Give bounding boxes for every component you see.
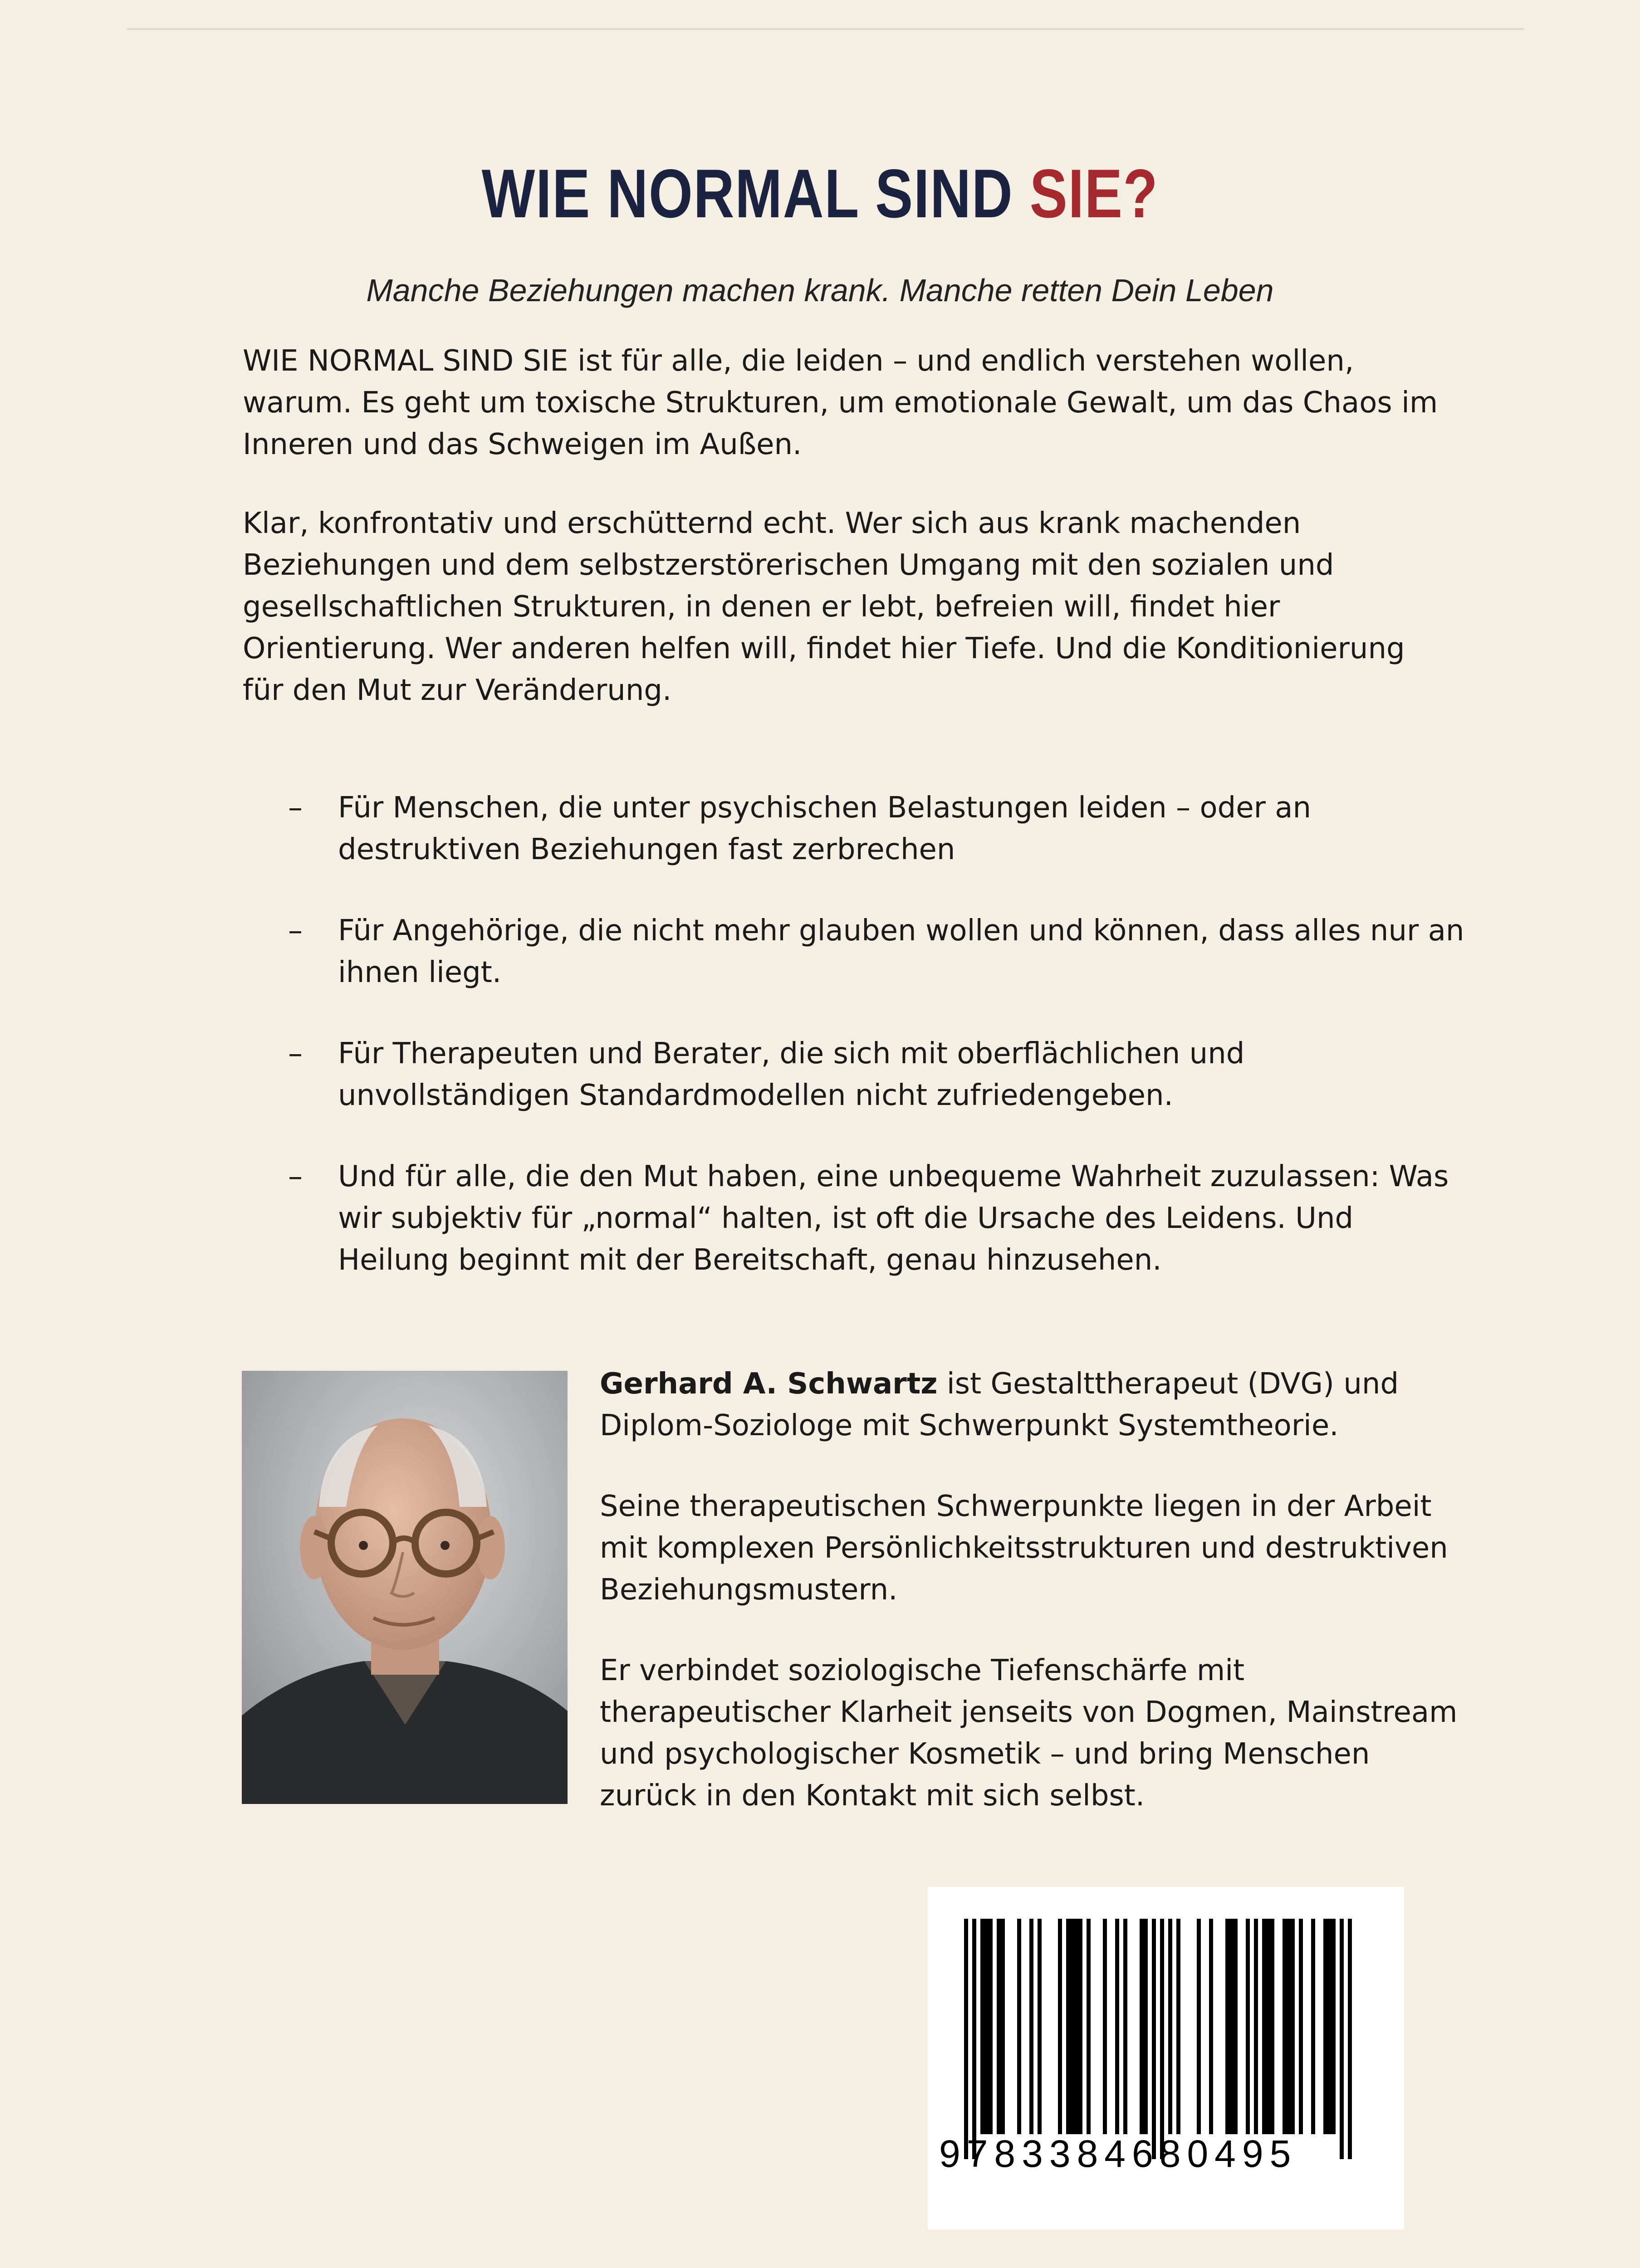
author-bio-1 xyxy=(600,1363,1462,1447)
top-divider xyxy=(127,28,1524,30)
barcode-bar xyxy=(972,1919,976,2159)
barcode-bar xyxy=(1327,1919,1332,2134)
dash-marker: – xyxy=(288,914,303,948)
barcode-bar xyxy=(1246,1919,1250,2134)
barcode-bar xyxy=(997,1919,1001,2134)
barcode-bar xyxy=(1070,1919,1074,2134)
barcode-bar xyxy=(1340,1919,1344,2159)
barcode-bar xyxy=(1160,1919,1164,2159)
list-item-text: Für Therapeuten und Berater, die sich mit oberflächlichen und unvollständigen Standardmodellen nicht zufriedengeben. xyxy=(338,1037,1245,1112)
barcode-bar xyxy=(1115,1919,1119,2134)
barcode-bar xyxy=(1299,1919,1303,2134)
barcode-bar xyxy=(1234,1919,1238,2134)
barcode-bar xyxy=(1229,1919,1234,2134)
barcode-bar xyxy=(1291,1919,1295,2134)
barcode-bar xyxy=(984,1919,989,2134)
barcode-bar xyxy=(1262,1919,1266,2134)
list-item xyxy=(243,1033,1468,1116)
list-item xyxy=(243,910,1468,993)
barcode-bar xyxy=(1144,1919,1148,2134)
list-item-text: Für Menschen, die unter psychischen Belastungen leiden – oder an destruktiven Beziehungen fast zerbrechen xyxy=(338,791,1312,866)
barcode-bar xyxy=(1058,1919,1062,2134)
barcode-bar xyxy=(1225,1919,1229,2134)
barcode-bar xyxy=(1332,1919,1336,2134)
dash-marker: – xyxy=(288,1160,303,1193)
author-photo xyxy=(242,1371,568,1804)
author-bio-3: Er verbindet soziologische Tiefenschärfe mit therapeutischer Klarheit jenseits von Dogmen, Mainstream und psychologischer Kosmetik – und bring Menschen zurück in den Kontakt mit sich selbst. xyxy=(600,1654,1458,1813)
barcode-bar xyxy=(980,1919,984,2134)
list-item-text: Und für alle, die den Mut haben, eine unbequeme Wahrheit zuzulassen: Was wir subjektiv für „normal“ halten, ist oft die Ursache des Leidens. Und Heilung beginnt mit der Bereitschaft, genau hinzusehen. xyxy=(338,1160,1449,1277)
intro-paragraph-2: Klar, konfrontativ und erschütternd echt. Wer sich aus krank machenden Beziehungen und dem selbstzerstörerischen Umgang mit den sozialen und gesellschaftlichen Strukturen, in denen er lebt, befreien will, findet hier Orientierung. Wer anderen helfen will, findet hier Tiefe. Und die Konditionierung für den Mut zur Veränderung. xyxy=(243,507,1405,707)
barcode-bar xyxy=(1254,1919,1258,2134)
barcode-bar xyxy=(1209,1919,1213,2134)
author-name: Gerhard A. Schwartz xyxy=(600,1367,938,1401)
barcode-bar xyxy=(1140,1919,1144,2134)
barcode-bar xyxy=(1197,1919,1201,2134)
barcode-bar xyxy=(1029,1919,1033,2134)
barcode-bar xyxy=(1270,1919,1274,2134)
barcode-bars xyxy=(928,1887,1404,2229)
barcode-bar xyxy=(1123,1919,1127,2134)
barcode-bar xyxy=(1287,1919,1291,2134)
barcode-bar xyxy=(989,1919,993,2134)
intro-paragraph-1: WIE NORMAL SIND SIE ist für alle, die leiden – und endlich verstehen wollen, warum. Es geht um toxische Strukturen, um emotionale Gewalt, um das Chaos im Inneren und das Schweigen im Außen. xyxy=(243,344,1438,461)
barcode-bar xyxy=(1017,1919,1021,2134)
barcode-bar xyxy=(1176,1919,1180,2134)
list-item xyxy=(243,1156,1468,1281)
barcode xyxy=(928,1887,1404,2229)
dash-marker: – xyxy=(288,791,303,825)
list-item xyxy=(243,787,1468,870)
barcode-bar xyxy=(1311,1919,1315,2134)
barcode-bar xyxy=(1283,1919,1287,2134)
barcode-bar xyxy=(1348,1919,1352,2159)
barcode-bar xyxy=(1323,1919,1327,2134)
barcode-bar xyxy=(1087,1919,1091,2134)
book-title xyxy=(147,154,1492,234)
author-bio-2: Seine therapeutischen Schwerpunkte liegen in der Arbeit mit komplexen Persönlichkeitsstrukturen und destruktiven Beziehungsmustern. xyxy=(600,1490,1448,1607)
barcode-bar xyxy=(1038,1919,1042,2134)
list-item-text: Für Angehörige, die nicht mehr glauben wollen und können, dass alles nur an ihnen liegt. xyxy=(338,914,1464,989)
barcode-bar xyxy=(1168,1919,1172,2134)
author-intro: ist Gestalttherapeut (DVG) und Diplom-Soziologe mit Schwerpunkt Systemtheorie. xyxy=(600,1367,1399,1442)
barcode-bar xyxy=(1103,1919,1107,2134)
title-main: WIE NORMAL SIND xyxy=(481,155,1030,232)
barcode-bar xyxy=(1078,1919,1082,2134)
barcode-bar xyxy=(1074,1919,1078,2134)
audience-list xyxy=(243,787,1468,1281)
barcode-bar xyxy=(1266,1919,1270,2134)
barcode-bar xyxy=(964,1919,968,2159)
title-accent: SIE? xyxy=(1029,155,1159,232)
barcode-bar xyxy=(1066,1919,1070,2134)
isbn-digits: 9783384680495 xyxy=(939,2132,1297,2175)
tagline: Manche Beziehungen machen krank. Manche retten Dein Leben xyxy=(366,273,1274,308)
barcode-bar xyxy=(1001,1919,1005,2134)
barcode-bar xyxy=(1152,1919,1156,2159)
dash-marker: – xyxy=(288,1037,303,1070)
